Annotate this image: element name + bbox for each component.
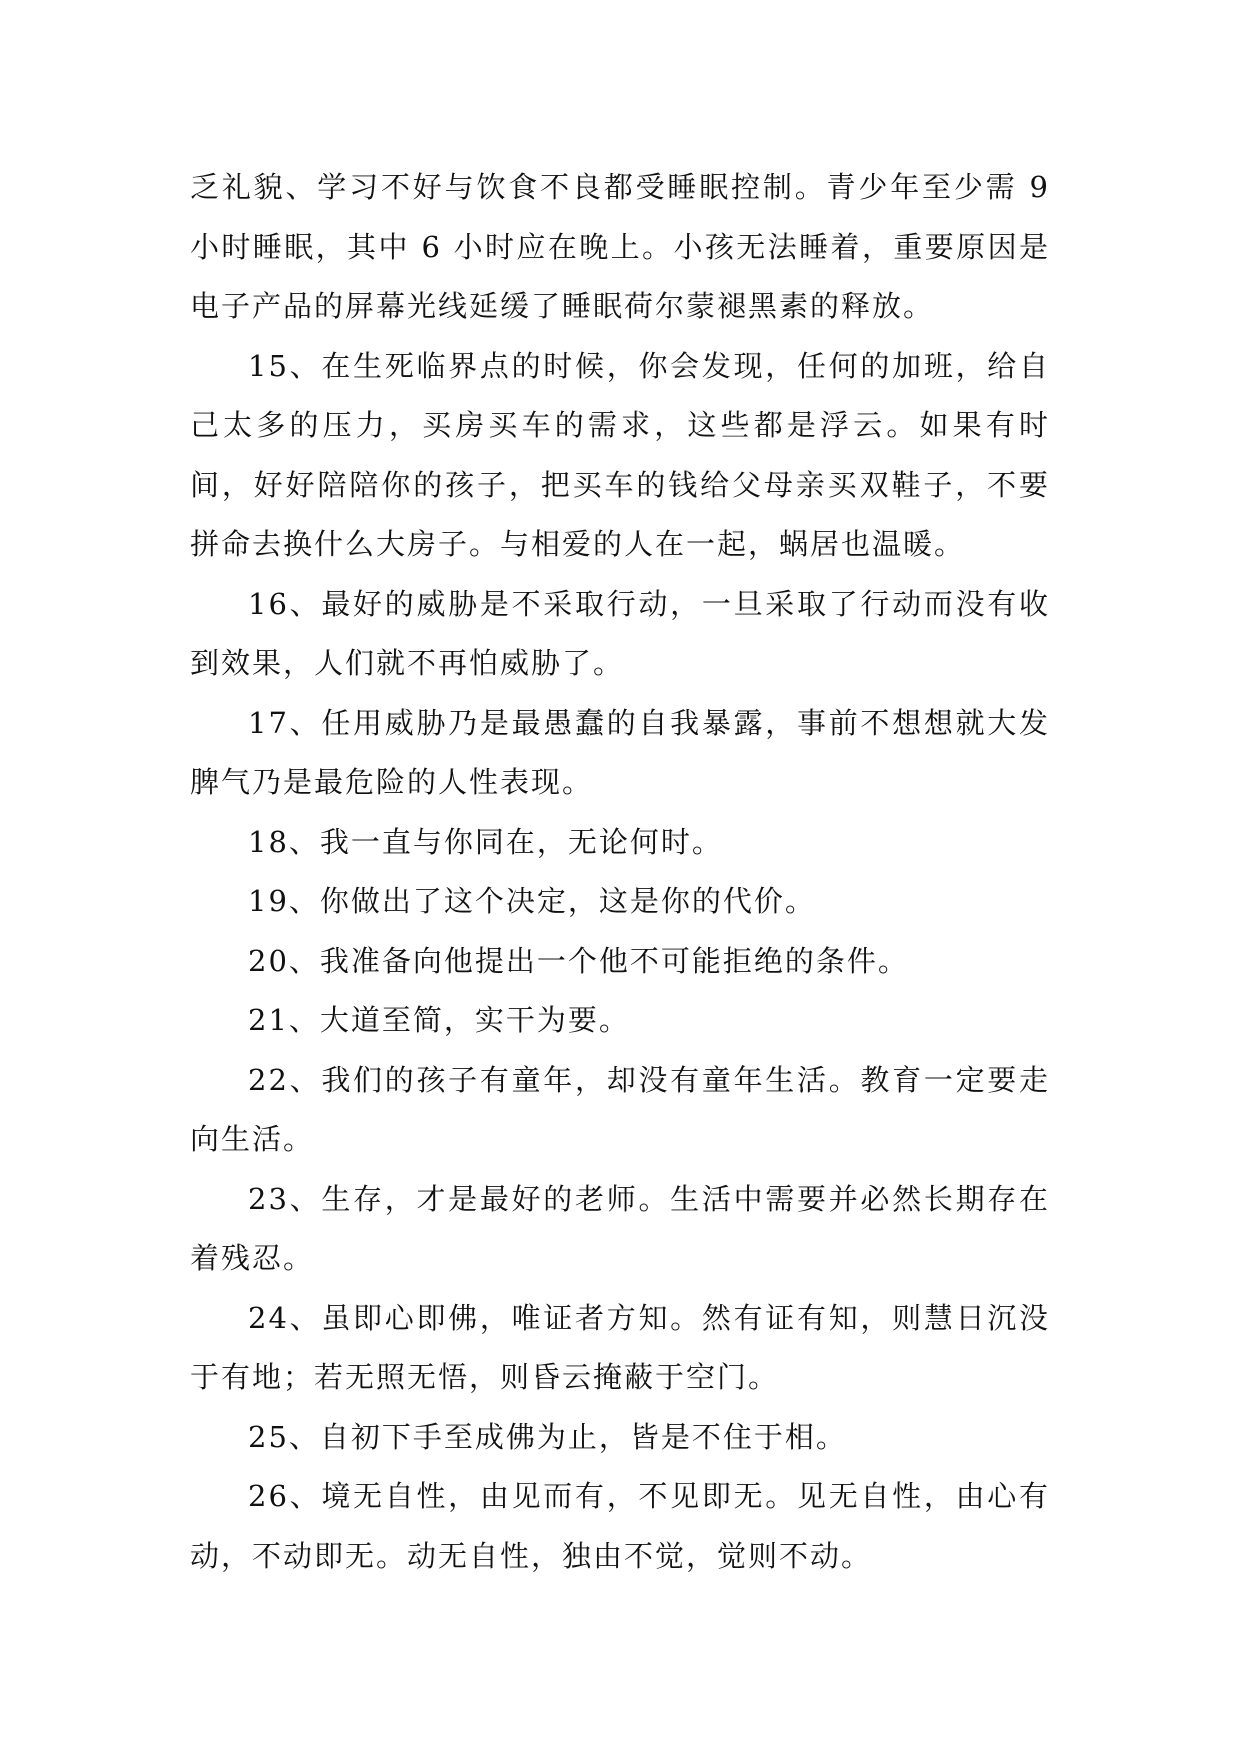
paragraph: 22、我们的孩子有童年，却没有童年生活。教育一定要走向生活。: [190, 1062, 1050, 1156]
paragraph: 16、最好的威胁是不采取行动，一旦采取了行动而没有收到效果，人们就不再怕威胁了。: [190, 586, 1050, 680]
paragraph: 15、在生死临界点的时候，你会发现，任何的加班，给自己太多的压力，买房买车的需求，这些都是浮云。如果有时间，好好陪陪你的孩子，把买车的钱给父母亲买双鞋子，不要拼命去换什么大房子。与相爱的人在一起，蜗居也温暖。: [190, 348, 1050, 561]
paragraph: 24、虽即心即佛，唯证者方知。然有证有知，则慧日沉没于有地；若无照无悟，则昏云掩蔽于空门。: [190, 1300, 1050, 1394]
paragraph: 23、生存，才是最好的老师。生活中需要并必然长期存在着残忍。: [190, 1181, 1050, 1275]
paragraph: 20、我准备向他提出一个他不可能拒绝的条件。: [248, 943, 909, 978]
paragraph: 26、境无自性，由见而有，不见即无。见无自性，由心有动，不动即无。动无自性，独由不觉，觉则不动。: [190, 1479, 1050, 1573]
paragraph: 乏礼貌、学习不好与饮食不良都受睡眠控制。青少年至少需 9 小时睡眠，其中 6 小时应在晚上。小孩无法睡着，重要原因是电子产品的屏幕光线延缓了睡眠荷尔蒙褪黑素的释放。: [190, 170, 1050, 323]
paragraph: 19、你做出了这个决定，这是你的代价。: [248, 884, 816, 918]
paragraph: 25、自初下手至成佛为止，皆是不住于相。: [248, 1419, 847, 1454]
document-body: [190, 158, 1050, 1586]
paragraph: 18、我一直与你同在，无论何时。: [248, 824, 723, 859]
paragraph: 17、任用威胁乃是最愚蠢的自我暴露，事前不想想就大发脾气乃是最危险的人性表现。: [190, 705, 1050, 799]
paragraph: 21、大道至简，实干为要。: [248, 1003, 630, 1037]
